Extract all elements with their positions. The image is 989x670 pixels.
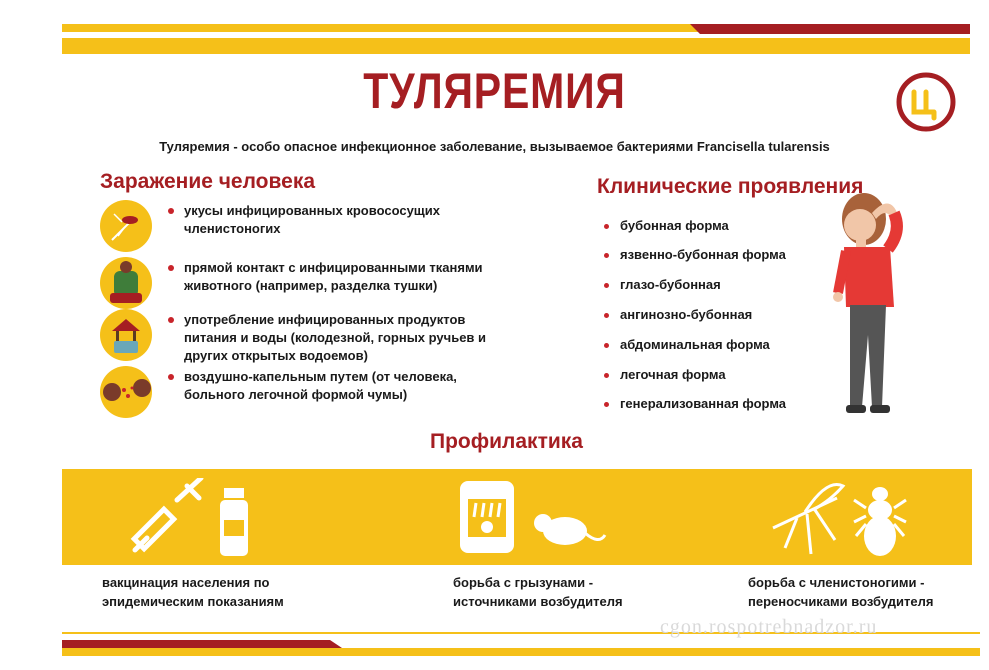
- prevention-item-text: борьба с грызунами - источниками возбудителя: [453, 575, 623, 609]
- prevention-item-text: борьба с членистоногими - переносчиками возбудителя: [748, 575, 934, 609]
- logo-icon: [896, 72, 956, 132]
- sick-person-illustration: [820, 185, 930, 420]
- clinical-item-text: абдоминальная форма: [620, 337, 770, 352]
- trap-icon: [456, 477, 518, 557]
- list-item: [604, 337, 770, 352]
- list-item: [100, 309, 560, 365]
- clinical-item-text: генерализованная форма: [620, 396, 786, 411]
- list-item: [604, 277, 721, 292]
- bullet: [604, 343, 609, 348]
- prevention-heading: Профилактика: [430, 430, 583, 453]
- well-icon: [100, 309, 152, 361]
- bullet: [168, 265, 174, 271]
- mosquito-prevention-icon: [767, 478, 847, 558]
- list-item: [100, 257, 560, 313]
- list-item: [604, 367, 726, 382]
- list-item: [100, 200, 560, 256]
- clinical-item-text: легочная форма: [620, 367, 726, 382]
- logo: [896, 72, 956, 132]
- infection-heading: Заражение человека: [100, 170, 316, 193]
- list-item: [604, 396, 786, 411]
- mosquito-icon: [100, 200, 152, 252]
- page-title: ТУЛЯРЕМИЯ: [363, 63, 626, 119]
- prevention-item-text: вакцинация населения по эпидемическим показаниям: [102, 575, 284, 609]
- infection-item-text: прямой контакт с инфицированными тканями животного (например, разделка тушки): [184, 260, 483, 293]
- bullet: [604, 373, 609, 378]
- list-item: [604, 218, 729, 233]
- bullet: [604, 313, 609, 318]
- bullet: [604, 253, 609, 258]
- rat-icon: [525, 505, 607, 555]
- subtitle: Туляремия - особо опасное инфекционное заболевание, вызываемое бактериями Francisella tularensis: [159, 139, 830, 154]
- bullet: [168, 374, 174, 380]
- clinical-item-text: глазо-бубонная: [620, 277, 721, 292]
- bullet: [168, 208, 174, 214]
- butcher-icon: [100, 257, 152, 309]
- clinical-item-text: язвенно-бубонная форма: [620, 247, 786, 262]
- clinical-item-text: ангинозно-бубонная: [620, 307, 753, 322]
- infection-item-text: укусы инфицированных кровососущих членистоногих: [184, 203, 440, 236]
- bullet: [604, 224, 609, 229]
- bullet: [604, 283, 609, 288]
- watermark: cgon.rospotrebnadzor.ru: [660, 616, 878, 638]
- clinical-item-text: бубонная форма: [620, 218, 729, 233]
- list-item: [604, 307, 752, 322]
- top-stripes: [0, 0, 989, 60]
- infection-item-text: воздушно-капельным путем (от человека, больного легочной формой чумы): [184, 369, 457, 402]
- louse-icon: [850, 480, 910, 560]
- vial-icon: [214, 488, 254, 560]
- infection-item-text: употребление инфицированных продуктов питания и воды (колодезной, горных ручьев и других открытых водоемов): [184, 312, 487, 363]
- clinical-heading: Клинические проявления: [597, 175, 864, 198]
- list-item: [604, 247, 786, 262]
- bullet: [604, 402, 609, 407]
- list-item: [100, 366, 560, 422]
- airborne-icon: [100, 366, 152, 418]
- bullet: [168, 317, 174, 323]
